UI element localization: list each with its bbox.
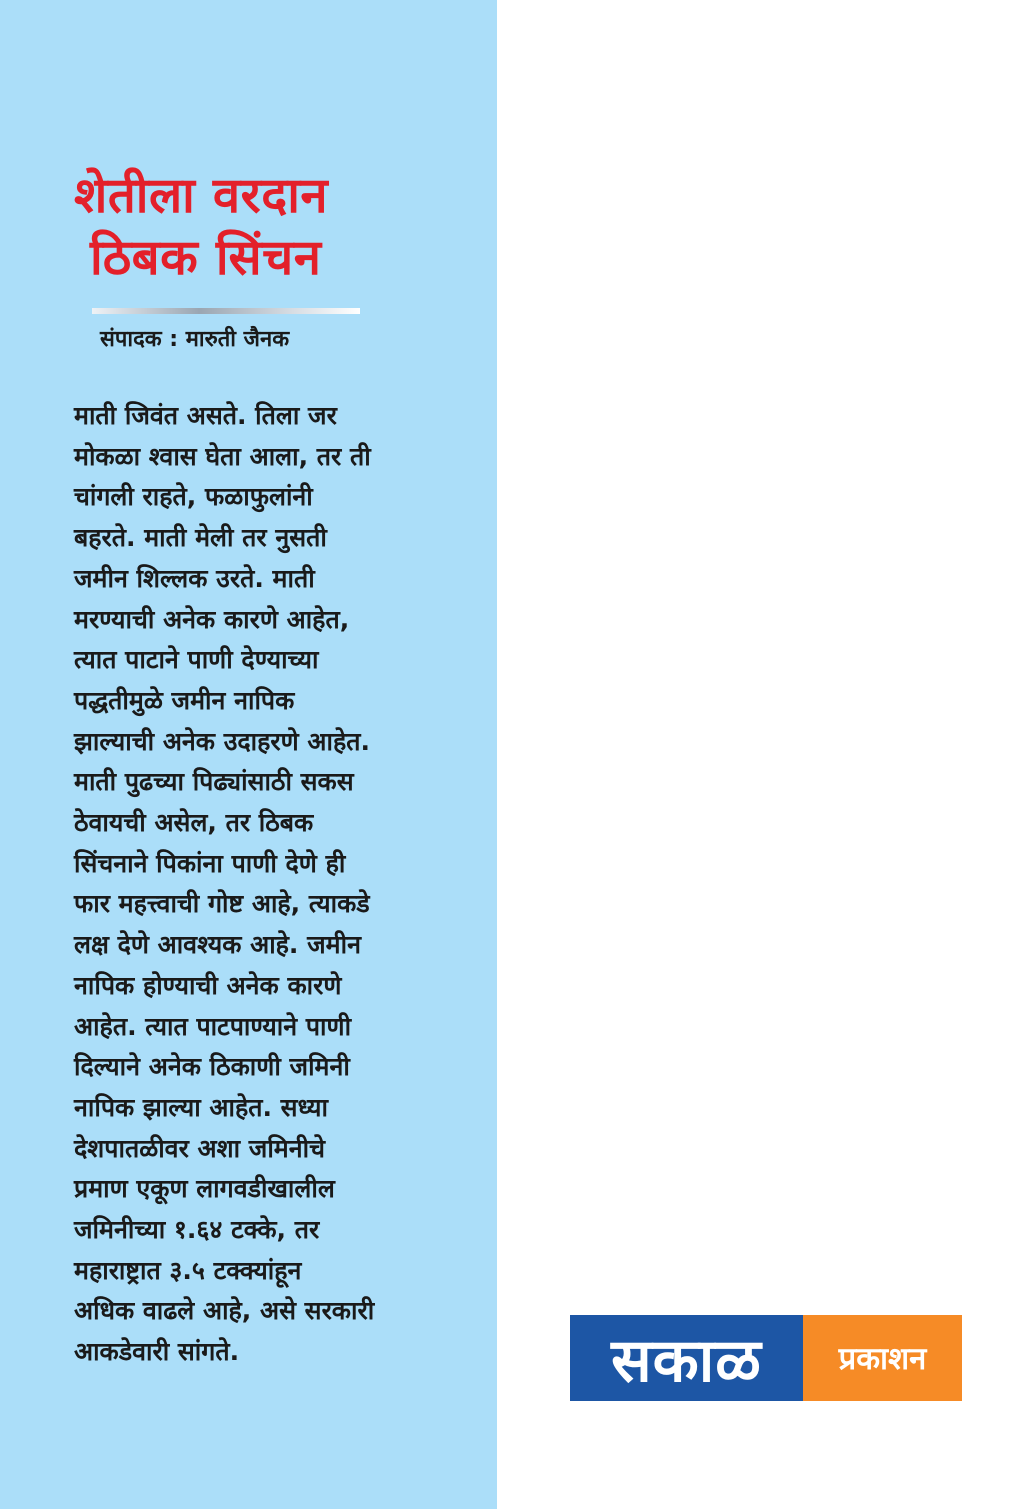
blurb-text: माती जिवंत असते. तिला जर मोकळा श्वास घेता आला, तर ती चांगली राहते, फळाफुलांनी बहरते. माती मेली तर नुसती जमीन शिल्लक उरते. माती मरण्याची अनेक कारणे आहेत, त्यात पाटाने पाणी देण्याच्या पद्धतीमुळे जमीन नापिक झाल्याची अनेक उदाहरणे आहेत. माती पुढच्या पिढ्यांसाठी सकस ठेवायची असेल, तर ठिबक सिंचनाने पिकांना पाणी देणे ही फार महत्त्वाची गोष्ट आहे, त्याकडे लक्ष देणे आवश्यक आहे. जमीन नापिक होण्याची अनेक कारणे आहेत. त्यात पाटपाण्याने पाणी दिल्याने अनेक ठिकाणी जमिनी नापिक झाल्या आहेत. सध्या देशपातळीवर अशा जमिनीचे प्रमाण एकूण लागवडीखालील जमिनीच्या १.६४ टक्के, तर महाराष्ट्रात ३.५ टक्क्यांहून अधिक वाढले आहे, असे सरकारी आकडेवारी सांगते. [74, 401, 375, 1367]
title-underline-rule [92, 308, 360, 314]
book-title [74, 165, 328, 289]
editor-credit: संपादक : मारुती जैनक [100, 327, 290, 352]
publisher-logo [570, 1315, 962, 1401]
publisher-logo-main: सकाळ [570, 1315, 803, 1401]
back-cover-panel [0, 0, 497, 1509]
book-title-line-2: ठिबक सिंचन [90, 229, 322, 286]
publisher-logo-sub: प्रकाशन [803, 1315, 962, 1401]
book-title-line-1: शेतीला वरदान [74, 167, 329, 224]
